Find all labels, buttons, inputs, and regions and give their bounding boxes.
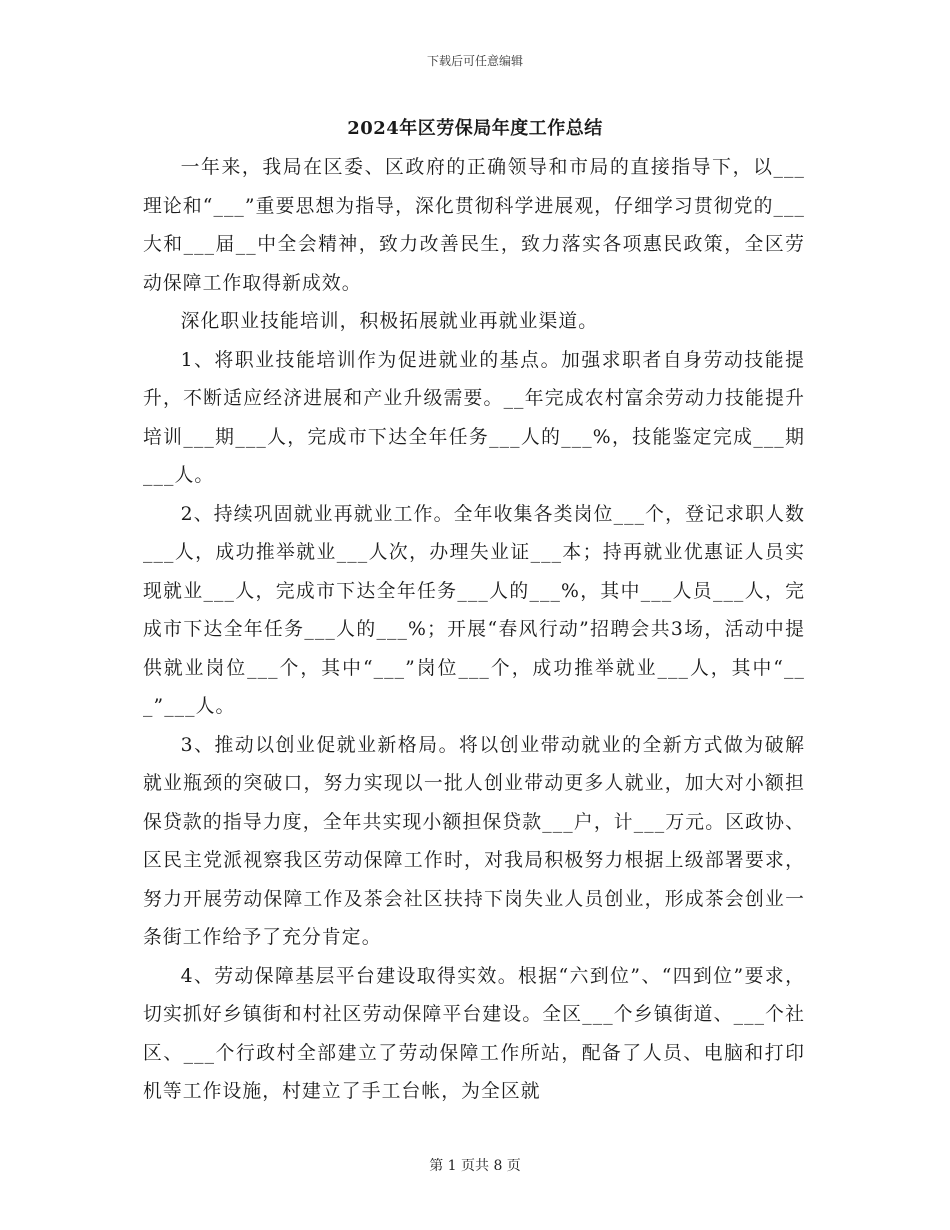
paragraph-section-heading: 深化职业技能培训，积极拓展就业再就业渠道。 (180, 311, 599, 332)
document-title: 2024年区劳保局年度工作总结 (347, 118, 603, 139)
page-header-note: 下载后可任意编辑 (426, 54, 523, 68)
document-body (143, 149, 805, 1112)
paragraph-intro: 一年来，我局在区委、区政府的正确领导和市局的直接指导下，以___理论和“___”重要思想为指导，深化贯彻科学进展观，仔细学习贯彻党的___大和___届__中全会精神，致力改善民生，致力落实各项惠民政策，全区劳动保障工作取得新成效。 (143, 157, 805, 294)
paragraph-item-3: 3、推动以创业促就业新格局。将以创业带动就业的全新方式做为破解就业瓶颈的突破口，努力实现以一批人创业带动更多人就业，加大对小额担保贷款的指导力度，全年共实现小额担保贷款___户，计___万元。区政协、区民主党派视察我区劳动保障工作时，对我局积极努力根据上级部署要求，努力开展劳动保障工作及茶会社区扶持下岗失业人员创业，形成茶会创业一条街工作给予了充分肯定。 (143, 734, 805, 948)
paragraph-item-1: 1、将职业技能培训作为促进就业的基点。加强求职者自身劳动技能提升，不断适应经济进展和产业升级需要。__年完成农村富余劳动力技能提升培训___期___人，完成市下达全年任务___人的___%，技能鉴定完成___期___人。 (143, 349, 805, 486)
page-number: 第 1 页共 8 页 (429, 1158, 521, 1174)
paragraph-item-2: 2、持续巩固就业再就业工作。全年收集各类岗位___个，登记求职人数___人，成功推举就业___人次，办理失业证___本；持再就业优惠证人员实现就业___人，完成市下达全年任务___人的___%，其中___人员___人，完成市下达全年任务___人的___%；开展“春风行动”招聘会共3场，活动中提供就业岗位___个，其中“___”岗位___个，成功推举就业___人，其中“___”___人。 (143, 503, 805, 717)
paragraph-item-4: 4、劳动保障基层平台建设取得实效。根据“六到位”、“四到位”要求，切实抓好乡镇街和村社区劳动保障平台建设。全区___个乡镇街道、___个社区、___个行政村全部建立了劳动保障工作所站，配备了人员、电脑和打印机等工作设施，村建立了手工台帐，为全区就 (143, 965, 805, 1102)
